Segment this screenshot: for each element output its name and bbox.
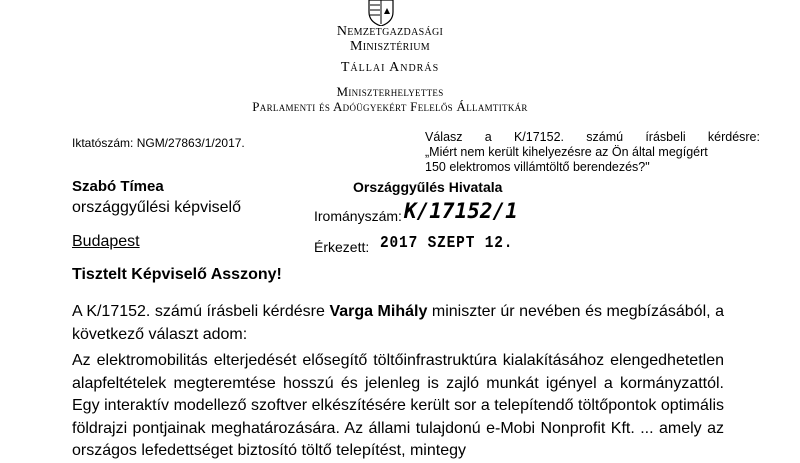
office-stamp-title: Országgyűlés Hivatala — [353, 179, 503, 195]
body-p1-post: miniszter úr nevében és megbízásából, a következő választ adom: — [72, 303, 724, 343]
addressee-role: országgyűlési képviselő — [72, 199, 241, 216]
salutation: Tisztelt Képviselő Asszony! — [72, 266, 282, 283]
hungarian-coat-of-arms-icon — [366, 0, 396, 26]
reference-number: Iktatószám: NGM/27863/1/2017. — [72, 136, 245, 150]
addressee-city: Budapest — [72, 233, 140, 250]
reply-subject-line1: Válasz a K/17152. számú írásbeli kérdésre: — [425, 130, 760, 144]
signatory-name: Tállai András — [340, 60, 440, 75]
body-paragraph-2 — [72, 350, 724, 463]
signatory-title-line2: Parlamenti és Adóügyekért Felelős Államtitkár — [252, 99, 528, 114]
reply-subject-line3: 150 elektromos villámtöltő berendezés?" — [425, 160, 650, 174]
ministry-name-line2: Minisztérium — [350, 39, 430, 54]
body-p1-pre: A K/17152. számú írásbeli kérdésre — [72, 303, 330, 320]
reply-subject-line2: „Miért nem került kihelyezésre az Ön által megígért — [425, 145, 708, 159]
erkezett-label: Érkezett: — [314, 239, 370, 255]
addressee-name: Szabó Tímea — [72, 178, 164, 195]
minister-name: Varga Mihály — [329, 303, 428, 320]
erkezett-date — [380, 234, 537, 253]
body-p2-text: Az elektromobilitás elterjedését elősegítő töltőinfrastruktúra kialakításához elengedhetetlen alapfeltételek megteremtése hosszú és jelenleg is zajló munkát igényel a kormányzattól. Egy interaktív modellező szoftver elkészítésére került sor a telepítendő töltőpontok optimális földrajzi pontjainak meghatározására. Az állami tulajdonú e-Mobi Nonprofit Kft. ... amely az országos lefedettséget biztosító töltő telepítést, mintegy — [72, 352, 724, 459]
erkezett-value: 2017 SZEPT 12. — [380, 234, 514, 253]
ministry-name-line1: Nemzetgazdasági — [336, 24, 444, 39]
signatory-title-line1: Miniszterhelyettes — [336, 84, 444, 99]
iromany-label: Irományszám: — [314, 208, 402, 224]
iromany-value: K/17152/1 — [404, 199, 518, 223]
body-paragraph-1 — [72, 301, 724, 346]
